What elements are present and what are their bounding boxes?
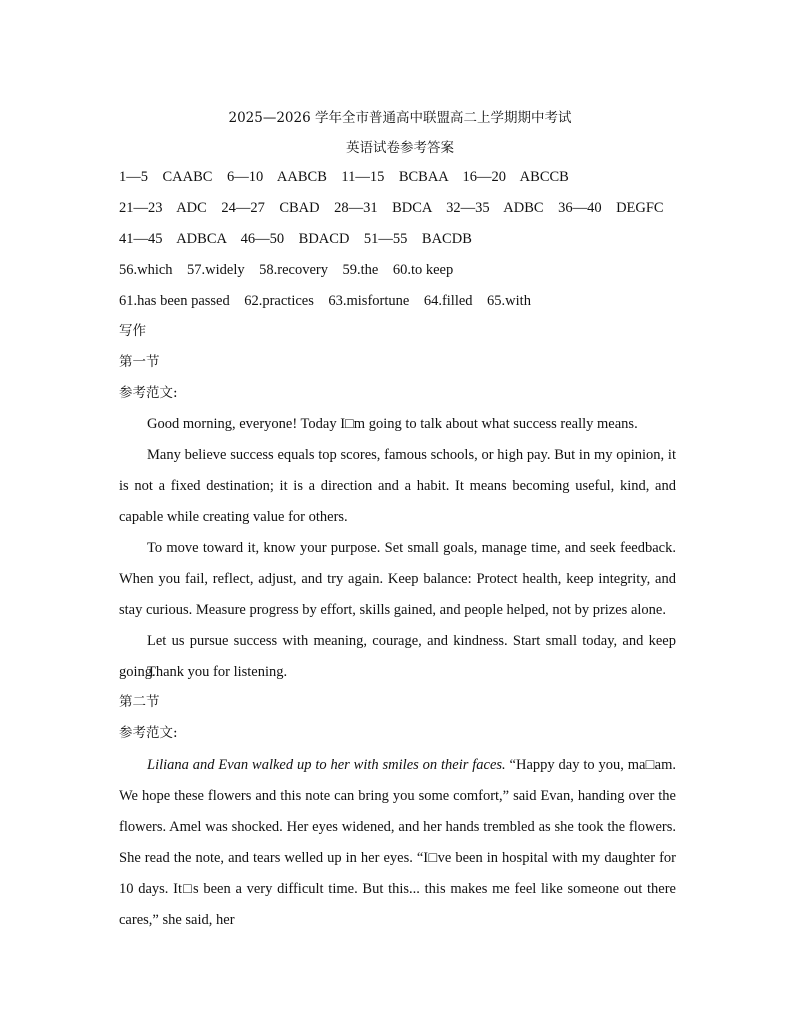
section-1-heading: 第一节 xyxy=(119,354,160,370)
essay-1-paragraph: Good morning, everyone! Today I□m going to talk about what success really means. xyxy=(147,416,638,432)
answer-row-1: 1—5 CAABC 6—10 AABCB 11—15 BCBAA 16—20 ABCCB xyxy=(119,169,569,185)
essay-2-body: “Happy day to you, ma□am. We hope these flowers and this note can bring you some comfort,” said Evan, handing over the flowers. Amel was shocked. Her eyes widened, and her hands trembled as she took the flowers. She read the note, and tears welled up in her eyes. “I□ve been in hospital with my daughter for 10 days. It□s been a very difficult time. But this... this makes me feel like someone out there cares,” she said, her xyxy=(119,757,676,928)
essay-2-lead-sentence: Liliana and Evan walked up to her with smiles on their faces. xyxy=(147,757,506,773)
section-2-heading: 第二节 xyxy=(119,694,160,710)
essay-2-paragraph xyxy=(119,750,676,936)
essay-1-paragraph: Let us pursue success with meaning, courage, and kindness. Start small today, and keep going. xyxy=(119,633,676,680)
answer-row-3: 41—45 ADBCA 46—50 BDACD 51—55 BACDB xyxy=(119,231,472,247)
answer-row-4: 56.which 57.widely 58.recovery 59.the 60.to keep xyxy=(119,262,454,278)
answer-row-5: 61.has been passed 62.practices 63.misfortune 64.filled 65.with xyxy=(119,293,531,309)
section-1-label: 参考范文: xyxy=(119,385,178,401)
section-2-label: 参考范文: xyxy=(119,725,178,741)
essay-1-paragraph: Many believe success equals top scores, famous schools, or high pay. But in my opinion, it is not a fixed destination; it is a direction and a habit. It means becoming useful, kind, and capable while creating value for others. xyxy=(119,447,676,525)
essay-1-paragraph: To move toward it, know your purpose. Set small goals, manage time, and seek feedback. When you fail, reflect, adjust, and try again. Keep balance: Protect health, keep integrity, and stay curious. Measure progress by effort, skills gained, and people helped, not by prizes alone. xyxy=(119,540,676,618)
answer-key-subtitle: 英语试卷参考答案 xyxy=(346,140,454,156)
exam-title: 2025—2026 学年全市普通高中联盟高二上学期期中考试 xyxy=(228,110,572,126)
writing-heading: 写作 xyxy=(119,323,146,339)
answer-row-2: 21—23 ADC 24—27 CBAD 28—31 BDCA 32—35 ADBC 36—40 DEGFC xyxy=(119,200,664,216)
essay-1-paragraph: Thank you for listening. xyxy=(147,664,288,680)
